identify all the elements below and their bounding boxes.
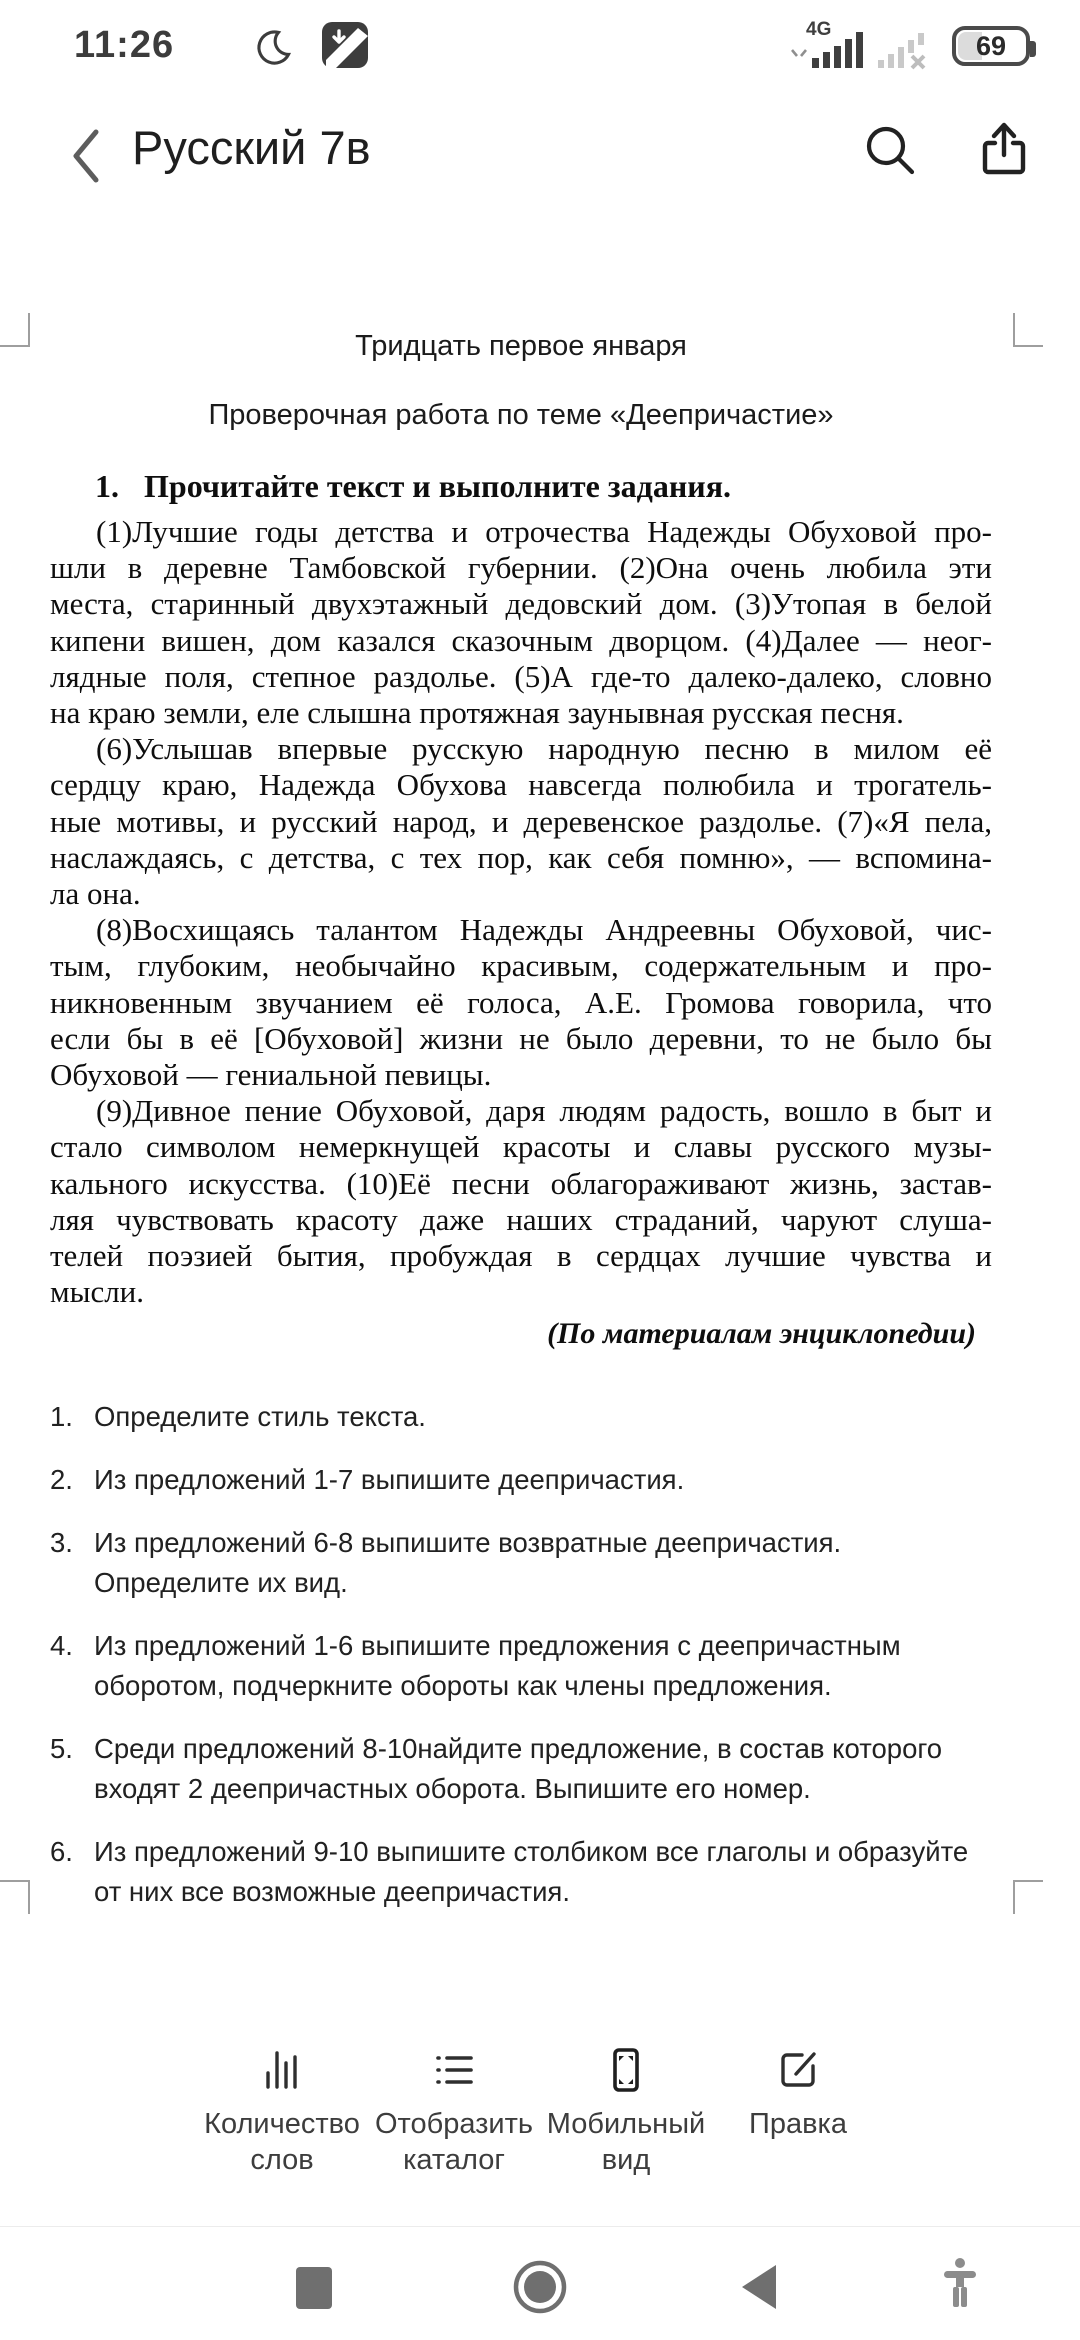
paragraph-line: места, старинный двухэтажный дедовский дом. (3)Утопая в белой	[50, 586, 992, 622]
question-list	[50, 1397, 992, 1912]
toolbar-label: Правка	[749, 2108, 847, 2140]
status-bar	[0, 0, 1080, 92]
svg-text:4G: 4G	[806, 20, 832, 40]
question-item	[50, 1523, 992, 1603]
question-number: 3.	[50, 1527, 73, 1559]
question-text: Из предложений 9-10 выпишите столбиком все глаголы и образуйте от них все возможные деепричастия.	[94, 1836, 969, 1908]
accessibility-person-icon[interactable]	[938, 2257, 982, 2309]
question-number: 6.	[50, 1836, 73, 1868]
paragraph-line: сердцу краю, Надежда Обухова навсегда полюбила и трогатель-	[50, 767, 992, 803]
battery-percent: 69	[975, 30, 1007, 61]
app-header	[0, 92, 1080, 222]
paragraph-line: ла она.	[50, 876, 141, 912]
paragraph-line: мысли.	[50, 1274, 145, 1310]
download-app-icon	[322, 22, 368, 68]
android-navbar	[0, 2226, 1080, 2340]
question-text: Из предложений 1-7 выпишите деепричастия.	[94, 1464, 685, 1496]
paragraph-line: ляя чувствовать красоту даже наших страданий, чаруют слуша-	[50, 1201, 992, 1237]
mobile-view-icon	[602, 2042, 650, 2094]
paragraph-line: шли в деревне Тамбовской губернии. (2)Она очень любила эти	[50, 550, 992, 586]
signal-sim2-no-service-icon	[876, 32, 934, 72]
paragraph-line: (9)Дивное пение Обуховой, даря людям радость, вошло в быт и	[96, 1093, 992, 1129]
paragraph-line: ные мотивы, и русский народ, и деревенское раздолье. (7)«Я пела,	[50, 803, 992, 839]
task-heading	[50, 467, 992, 505]
search-button[interactable]	[852, 112, 928, 188]
page-corner-mark-bottom-right	[1013, 1880, 1043, 1914]
question-item	[50, 1729, 992, 1809]
mobile-view-button[interactable]	[540, 2042, 712, 2178]
paragraph-line: кального искусства. (10)Её песни облагораживают жизнь, застав-	[50, 1165, 992, 1201]
paragraph-line: (1)Лучшие годы детства и отрочества Надежды Обуховой про-	[96, 514, 992, 549]
bottom-toolbar	[0, 2042, 1080, 2178]
paragraph-line: кипени вишен, дом казался сказочным дворцом. (4)Далее — неог-	[50, 622, 992, 658]
paragraph-line: (8)Восхищаясь талантом Надежды Андреевны Обуховой, чис-	[96, 912, 992, 948]
page-corner-mark-bottom-left	[0, 1880, 30, 1914]
task-heading-text: Прочитайте текст и выполните задания.	[144, 468, 731, 504]
paragraph-line: (6)Услышав впервые русскую народную песню в милом её	[96, 731, 992, 767]
document-paragraphs	[50, 514, 992, 1310]
document-date-line: Тридцать первое января	[355, 330, 687, 362]
word-count-icon	[258, 2042, 306, 2094]
paragraph-line: стало символом немеркнущей красоты и славы русского музы-	[50, 1129, 992, 1165]
show-catalog-button[interactable]	[368, 2042, 540, 2178]
clock: 11:26	[74, 24, 175, 66]
question-item	[50, 1397, 992, 1437]
question-number: 2.	[50, 1464, 73, 1496]
toolbar-label: Количество слов	[204, 2108, 360, 2176]
question-text: Среди предложений 8-10найдите предложение, в состав которого входят 2 деепричастных оборота. Выпишите его номер.	[94, 1733, 943, 1805]
recents-button[interactable]	[296, 2267, 332, 2309]
question-item	[50, 1460, 992, 1500]
attribution-line: (По материалам энциклопедии)	[547, 1317, 976, 1351]
question-text: Из предложений 6-8 выпишите возвратные деепричастия. Определите их вид.	[94, 1527, 842, 1599]
back-button[interactable]	[58, 120, 114, 192]
document-subtitle: Проверочная работа по теме «Деепричастие»	[208, 399, 834, 431]
paragraph-line: тым, глубоким, необычайно красивым, содержательным и про-	[50, 948, 992, 984]
edit-icon	[774, 2042, 822, 2094]
signal-sim1-icon	[788, 20, 872, 72]
toolbar-label: Мобильный вид	[546, 2108, 706, 2176]
paragraph-line: лядные поля, степное раздолье. (5)А где-то далеко-далеко, словно	[50, 658, 992, 694]
page-title: Русский 7в	[132, 121, 371, 174]
battery-indicator	[952, 26, 1030, 66]
question-item	[50, 1832, 992, 1912]
question-text: Из предложений 1-6 выпишите предложения с деепричастным оборотом, подчеркните обороты как члены предложения.	[94, 1630, 901, 1702]
paragraph	[50, 1093, 992, 1310]
paragraph	[50, 912, 992, 1093]
question-number: 5.	[50, 1733, 73, 1765]
paragraph	[50, 731, 992, 912]
paragraph-line: на краю земли, еле слышна протяжная заунывная русская песня.	[50, 695, 904, 731]
question-number: 1.	[50, 1401, 73, 1433]
question-text: Определите стиль текста.	[94, 1401, 426, 1433]
battery-nub	[1030, 41, 1036, 57]
paragraph-line: телей поэзией бытия, пробуждая в сердцах лучшие чувства и	[50, 1238, 992, 1274]
home-button[interactable]	[512, 2259, 568, 2315]
paragraph-line: Обуховой — гениальной певицы.	[50, 1057, 492, 1093]
page-corner-mark-top-right	[1013, 313, 1043, 347]
toolbar-label: Отобразить каталог	[374, 2108, 534, 2176]
question-number: 4.	[50, 1630, 73, 1662]
paragraph-line: никновенным звучанием её голоса, А.Е. Громова говорила, что	[50, 984, 992, 1020]
question-item	[50, 1626, 992, 1706]
word-count-button[interactable]	[196, 2042, 368, 2178]
catalog-icon	[430, 2042, 478, 2094]
edit-button[interactable]	[712, 2042, 884, 2178]
paragraph	[50, 514, 992, 731]
do-not-disturb-moon-icon	[250, 26, 294, 70]
paragraph-line: наслаждаясь, с детства, с тех пор, как себя помню», — вспомина-	[50, 839, 992, 875]
back-nav-button[interactable]	[742, 2265, 776, 2309]
task-heading-number: 1.	[95, 468, 119, 504]
page-corner-mark-top-left	[0, 313, 30, 347]
paragraph-line: если бы в её [Обуховой] жизни не было деревни, то не было бы	[50, 1020, 992, 1056]
share-button[interactable]	[966, 112, 1042, 188]
document-content	[50, 328, 992, 1935]
